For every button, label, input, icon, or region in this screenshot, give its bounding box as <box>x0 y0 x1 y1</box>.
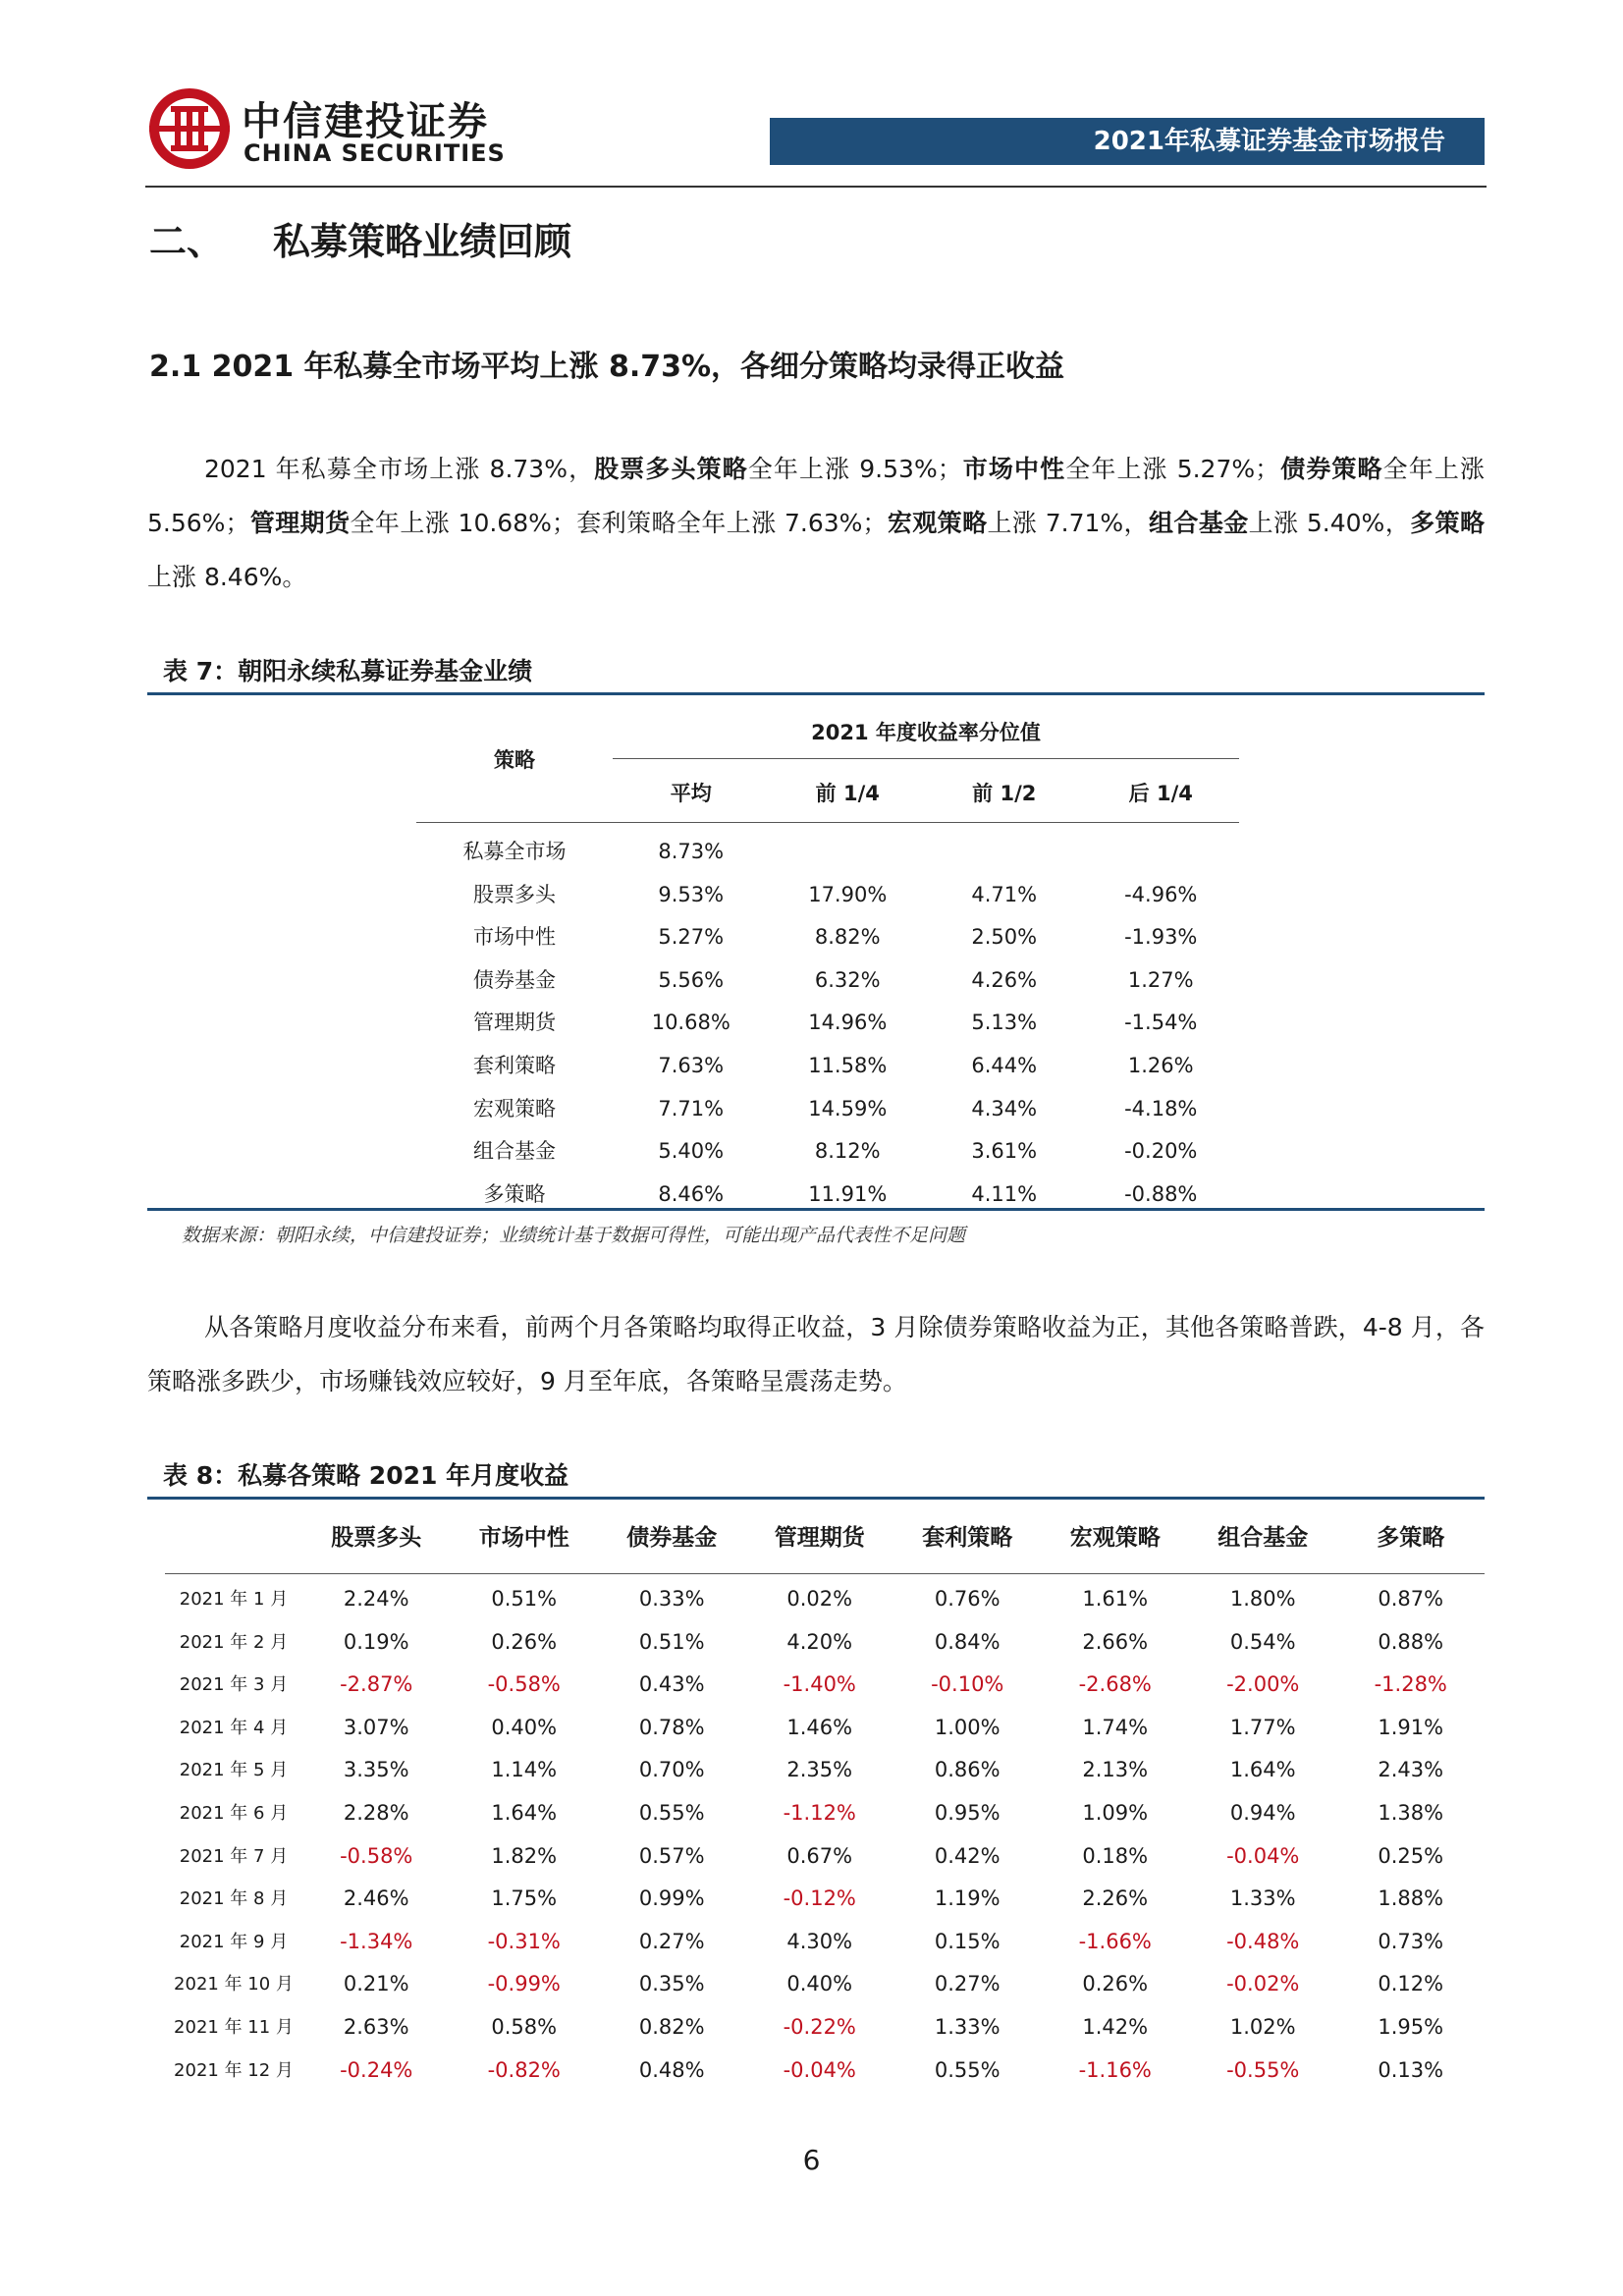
table-cell: 1.27% <box>1127 967 1194 992</box>
table-cell: 0.67% <box>786 1843 853 1868</box>
table-cell: -0.24% <box>340 2057 413 2082</box>
column-header: 多策略 <box>1377 1525 1445 1551</box>
text-run: 上涨 8.46%。 <box>147 563 307 591</box>
text-run: 2021 年私募全市场上涨 8.73%， <box>204 455 595 483</box>
table-cell: 0.19% <box>343 1629 409 1654</box>
table7-title: 表 7：朝阳永续私募证券基金业绩 <box>163 657 533 685</box>
table-cell: -0.55% <box>1226 2057 1300 2082</box>
bold-term: 组合基金 <box>1148 509 1249 537</box>
table-cell: 5.27% <box>658 925 725 950</box>
table-cell: 1.74% <box>1082 1715 1149 1739</box>
table-cell: -0.22% <box>783 2014 856 2039</box>
table-cell: 0.55% <box>638 1800 705 1825</box>
monthly-analysis-paragraph <box>147 1300 1485 1408</box>
table-cell: 1.75% <box>491 1886 558 1911</box>
table-row <box>165 1664 1485 1707</box>
table-cell: 8.82% <box>814 925 881 950</box>
table-cell: 2.35% <box>786 1758 853 1782</box>
table-row <box>165 2006 1485 2050</box>
column-header: 前 1/4 <box>815 782 880 805</box>
table-cell: 8.73% <box>658 840 725 863</box>
table-cell: 0.27% <box>934 1972 1001 1996</box>
table-cell: 7.71% <box>658 1096 725 1121</box>
table-row <box>165 1621 1485 1665</box>
table-cell <box>770 831 927 874</box>
table-cell: 4.11% <box>971 1181 1038 1206</box>
text-run: 全年上涨 5.27%； <box>1065 455 1280 483</box>
table-cell: 1.00% <box>934 1715 1001 1739</box>
table7-bottom-rule <box>147 1208 1485 1211</box>
row-label: 2021 年 7 月 <box>179 1845 289 1867</box>
table-cell: 11.58% <box>808 1053 888 1077</box>
section-heading <box>149 211 571 265</box>
row-label: 2021 年 6 月 <box>179 1802 289 1824</box>
table8-column-headers <box>165 1503 1485 1573</box>
text-run: 上涨 5.40%， <box>1248 509 1411 537</box>
table-row <box>416 874 1239 917</box>
table-cell: 1.64% <box>491 1800 558 1825</box>
table-cell: 6.44% <box>971 1053 1038 1077</box>
logo-company-name-cn: 中信建投证券 <box>242 99 489 144</box>
table8-top-rule <box>147 1497 1485 1500</box>
table-cell: 9.53% <box>658 882 725 906</box>
column-header: 前 1/2 <box>972 782 1037 805</box>
table-row <box>165 1578 1485 1621</box>
table-cell: -0.88% <box>1124 1181 1198 1206</box>
table-cell: 0.73% <box>1378 1929 1444 1953</box>
table-cell: 8.46% <box>658 1181 725 1206</box>
bold-term: 债券策略 <box>1279 455 1383 483</box>
table7-header-bottom-rule <box>416 822 1239 823</box>
table-cell: 2.46% <box>343 1886 409 1911</box>
table-cell: 2.66% <box>1082 1629 1149 1654</box>
table-cell: 0.76% <box>934 1587 1001 1611</box>
table-cell: 0.12% <box>1378 1972 1444 1996</box>
row-label: 债券基金 <box>473 967 556 992</box>
table-cell: 0.55% <box>934 2057 1001 2082</box>
row-label: 组合基金 <box>473 1139 556 1164</box>
table-cell: 0.51% <box>638 1629 705 1654</box>
table-cell: 0.40% <box>491 1715 558 1739</box>
text-run: 全年上涨 9.53%； <box>747 455 962 483</box>
subsection-heading: 2.1 2021 年私募全市场平均上涨 8.73%，各细分策略均录得正收益 <box>149 350 1065 384</box>
table-cell: 17.90% <box>808 882 888 906</box>
table-cell: -0.04% <box>1226 1843 1300 1868</box>
table-cell: 0.84% <box>934 1629 1001 1654</box>
table-cell: 5.56% <box>658 967 725 992</box>
bold-term: 股票多头策略 <box>594 455 748 483</box>
table-row <box>165 1963 1485 2006</box>
table-row <box>416 831 1239 874</box>
table-cell: 1.42% <box>1082 2014 1149 2039</box>
table-cell: -2.68% <box>1078 1672 1152 1697</box>
table-cell: 3.35% <box>343 1758 409 1782</box>
table8-title: 表 8：私募各策略 2021 年月度收益 <box>163 1461 569 1490</box>
table-cell: 4.71% <box>971 882 1038 906</box>
table-cell: -0.04% <box>783 2057 856 2082</box>
table-row <box>416 1002 1239 1045</box>
table7-top-rule <box>147 692 1485 695</box>
table-cell: 1.82% <box>491 1843 558 1868</box>
column-header: 股票多头 <box>331 1525 422 1551</box>
table-cell: -1.66% <box>1078 1929 1152 1953</box>
table-cell: 4.34% <box>971 1096 1038 1121</box>
company-logo <box>147 86 506 175</box>
column-header: 平均 <box>670 782 712 805</box>
table-cell: 0.02% <box>786 1587 853 1611</box>
table-cell: 0.15% <box>934 1929 1001 1953</box>
table-cell: 1.64% <box>1229 1758 1296 1782</box>
text-run: 上涨 7.71%， <box>987 509 1149 537</box>
row-label: 私募全市场 <box>462 840 567 863</box>
table-cell: 0.94% <box>1229 1800 1296 1825</box>
table-cell: 2.24% <box>343 1587 409 1611</box>
table-cell: 0.21% <box>343 1972 409 1996</box>
row-label: 2021 年 4 月 <box>179 1717 289 1738</box>
table-cell: 1.38% <box>1378 1800 1444 1825</box>
table-cell: 3.07% <box>343 1715 409 1739</box>
table-cell: 1.77% <box>1229 1715 1296 1739</box>
table-cell: 1.61% <box>1082 1587 1149 1611</box>
table-cell: -0.20% <box>1124 1139 1198 1164</box>
table-cell: 0.54% <box>1229 1629 1296 1654</box>
column-header: 管理期货 <box>774 1525 865 1551</box>
summary-paragraph <box>147 442 1485 604</box>
table-cell: 0.33% <box>638 1587 705 1611</box>
table-cell <box>1083 831 1240 874</box>
table-cell: 4.20% <box>786 1629 853 1654</box>
table-cell: -1.34% <box>340 1929 413 1953</box>
table-cell: -0.58% <box>487 1672 561 1697</box>
table-cell: 1.26% <box>1127 1053 1194 1077</box>
table-cell: -0.82% <box>487 2057 561 2082</box>
table-row <box>165 1878 1485 1921</box>
table7-source-note: 数据来源：朝阳永续，中信建投证券；业绩统计基于数据可得性，可能出现产品代表性不足问题 <box>182 1225 966 1246</box>
table-cell: 2.13% <box>1082 1758 1149 1782</box>
table8-body <box>165 1574 1485 2092</box>
table-cell: 0.51% <box>491 1587 558 1611</box>
table7-column-headers <box>613 778 1239 807</box>
row-label: 市场中性 <box>473 925 556 950</box>
table-row <box>165 2050 1485 2093</box>
row-label: 2021 年 9 月 <box>179 1931 289 1952</box>
table-row <box>165 1749 1485 1792</box>
table7-strategy-header: 策略 <box>494 748 535 772</box>
table-cell: 0.58% <box>491 2014 558 2039</box>
table-cell: 1.80% <box>1229 1587 1296 1611</box>
table-cell: 0.26% <box>491 1629 558 1654</box>
column-header: 宏观策略 <box>1069 1525 1161 1551</box>
table-cell: -2.87% <box>340 1672 413 1697</box>
table-cell: 4.26% <box>971 967 1038 992</box>
table-cell: -0.99% <box>487 1972 561 1996</box>
table-cell: 0.57% <box>638 1843 705 1868</box>
row-label: 2021 年 12 月 <box>174 2059 294 2081</box>
table-cell: 1.88% <box>1378 1886 1444 1911</box>
table-cell: 1.91% <box>1378 1715 1444 1739</box>
table-row <box>165 1835 1485 1879</box>
section-title: 私募策略业绩回顾 <box>273 219 572 263</box>
corner-cell <box>165 1503 302 1573</box>
table-cell: 4.30% <box>786 1929 853 1953</box>
table-cell: 0.25% <box>1378 1843 1444 1868</box>
table-row <box>165 1707 1485 1750</box>
table7-group-header: 2021 年度收益率分位值 <box>811 721 1041 744</box>
table-cell: -1.40% <box>783 1672 856 1697</box>
table-cell: 5.13% <box>971 1011 1038 1035</box>
row-label: 2021 年 1 月 <box>179 1589 289 1610</box>
table-cell: 2.26% <box>1082 1886 1149 1911</box>
table8 <box>165 1503 1485 2092</box>
table-cell: -0.10% <box>931 1672 1004 1697</box>
row-label: 2021 年 2 月 <box>179 1631 289 1653</box>
table-cell: 7.63% <box>658 1053 725 1077</box>
table-cell: -1.12% <box>783 1800 856 1825</box>
table-cell: 14.96% <box>808 1011 888 1035</box>
table-cell: -2.00% <box>1226 1672 1300 1697</box>
table-cell: 0.95% <box>934 1800 1001 1825</box>
table-cell: 1.09% <box>1082 1800 1149 1825</box>
table-cell: 0.99% <box>638 1886 705 1911</box>
table-row <box>165 1921 1485 1964</box>
table-cell: -0.48% <box>1226 1929 1300 1953</box>
table-cell: 2.63% <box>343 2014 409 2039</box>
table-row <box>416 1130 1239 1174</box>
row-label: 股票多头 <box>473 882 556 906</box>
section-number: 二、 <box>149 219 225 263</box>
table-row <box>416 1088 1239 1131</box>
table-cell: 1.02% <box>1229 2014 1296 2039</box>
bold-term: 宏观策略 <box>887 509 988 537</box>
table-cell: 0.78% <box>638 1715 705 1739</box>
table-cell: 0.86% <box>934 1758 1001 1782</box>
table-cell: 0.35% <box>638 1972 705 1996</box>
table-cell: 1.33% <box>934 2014 1001 2039</box>
table-cell: 2.28% <box>343 1800 409 1825</box>
table-cell: -1.93% <box>1124 925 1198 950</box>
table-cell: 5.40% <box>658 1139 725 1164</box>
table-cell: 0.43% <box>638 1672 705 1697</box>
row-label: 2021 年 8 月 <box>179 1888 289 1910</box>
table-cell: -0.12% <box>783 1886 856 1911</box>
table-cell: -0.02% <box>1226 1972 1300 1996</box>
table-cell: 3.61% <box>971 1139 1038 1164</box>
row-label: 多策略 <box>483 1181 546 1206</box>
logo-company-name-en: CHINA SECURITIES <box>243 139 506 167</box>
table-row <box>416 916 1239 959</box>
row-label: 2021 年 11 月 <box>174 2016 294 2038</box>
header-divider <box>145 186 1487 188</box>
table-cell: 11.91% <box>808 1181 888 1206</box>
table-cell: 2.50% <box>971 925 1038 950</box>
column-header: 后 1/4 <box>1128 782 1193 805</box>
report-title-banner: 2021年私募证券基金市场报告 <box>770 118 1485 165</box>
table-row <box>416 959 1239 1003</box>
table-cell: 0.13% <box>1378 2057 1444 2082</box>
table-cell <box>926 831 1083 874</box>
table-cell: 1.19% <box>934 1886 1001 1911</box>
table-cell: 0.26% <box>1082 1972 1149 1996</box>
table-cell: 0.40% <box>786 1972 853 1996</box>
table-cell: -1.54% <box>1124 1011 1198 1035</box>
table-cell: 0.27% <box>638 1929 705 1953</box>
table-row <box>165 1792 1485 1835</box>
table7-body <box>416 831 1239 1216</box>
table-cell: 0.88% <box>1378 1629 1444 1654</box>
table-cell: 6.32% <box>814 967 881 992</box>
table-cell: 1.46% <box>786 1715 853 1739</box>
table-cell: 0.18% <box>1082 1843 1149 1868</box>
table-cell: 0.87% <box>1378 1587 1444 1611</box>
table-cell: 1.14% <box>491 1758 558 1782</box>
column-header: 套利策略 <box>922 1525 1013 1551</box>
table-cell: 0.82% <box>638 2014 705 2039</box>
table-cell: 1.33% <box>1229 1886 1296 1911</box>
text-run: 全年上涨 10.68%；套利策略全年上涨 7.63%； <box>350 509 888 537</box>
table7-header-divider <box>613 758 1239 759</box>
text-run: 全年上涨 5.56%； <box>147 455 1485 537</box>
table-row <box>416 1045 1239 1088</box>
paragraph-text: 从各策略月度收益分布来看，前两个月各策略均取得正收益，3 月除债券策略收益为正，其他各策略普跌，4-8 月，各策略涨多跌少，市场赚钱效应较好，9 月至年底，各策略呈震荡走势。 <box>147 1313 1485 1395</box>
table-cell: -4.96% <box>1124 882 1198 906</box>
table-cell: 0.70% <box>638 1758 705 1782</box>
page-number: 6 <box>802 2144 821 2176</box>
bold-term: 多策略 <box>1410 509 1485 537</box>
table-cell: -1.28% <box>1374 1672 1447 1697</box>
table-cell: 10.68% <box>651 1011 730 1035</box>
table-cell: 0.48% <box>638 2057 705 2082</box>
table-cell: -0.31% <box>487 1929 561 1953</box>
table-cell: -0.58% <box>340 1843 413 1868</box>
table-cell: 1.95% <box>1378 2014 1444 2039</box>
row-label: 2021 年 3 月 <box>179 1674 289 1696</box>
column-header: 市场中性 <box>478 1525 569 1551</box>
table-cell: 14.59% <box>808 1096 888 1121</box>
row-label: 宏观策略 <box>473 1096 556 1121</box>
table-cell: -4.18% <box>1124 1096 1198 1121</box>
row-label: 套利策略 <box>473 1053 556 1077</box>
column-header: 债券基金 <box>626 1525 718 1551</box>
table-cell: -1.16% <box>1078 2057 1152 2082</box>
table-cell: 8.12% <box>814 1139 881 1164</box>
table-cell: 0.42% <box>934 1843 1001 1868</box>
row-label: 2021 年 5 月 <box>179 1760 289 1781</box>
bold-term: 管理期货 <box>249 509 351 537</box>
column-header: 组合基金 <box>1217 1525 1309 1551</box>
row-label: 2021 年 10 月 <box>174 1974 294 1995</box>
citic-logo-icon <box>147 86 232 171</box>
bold-term: 市场中性 <box>961 455 1066 483</box>
table-cell: 2.43% <box>1378 1758 1444 1782</box>
row-label: 管理期货 <box>473 1011 556 1035</box>
